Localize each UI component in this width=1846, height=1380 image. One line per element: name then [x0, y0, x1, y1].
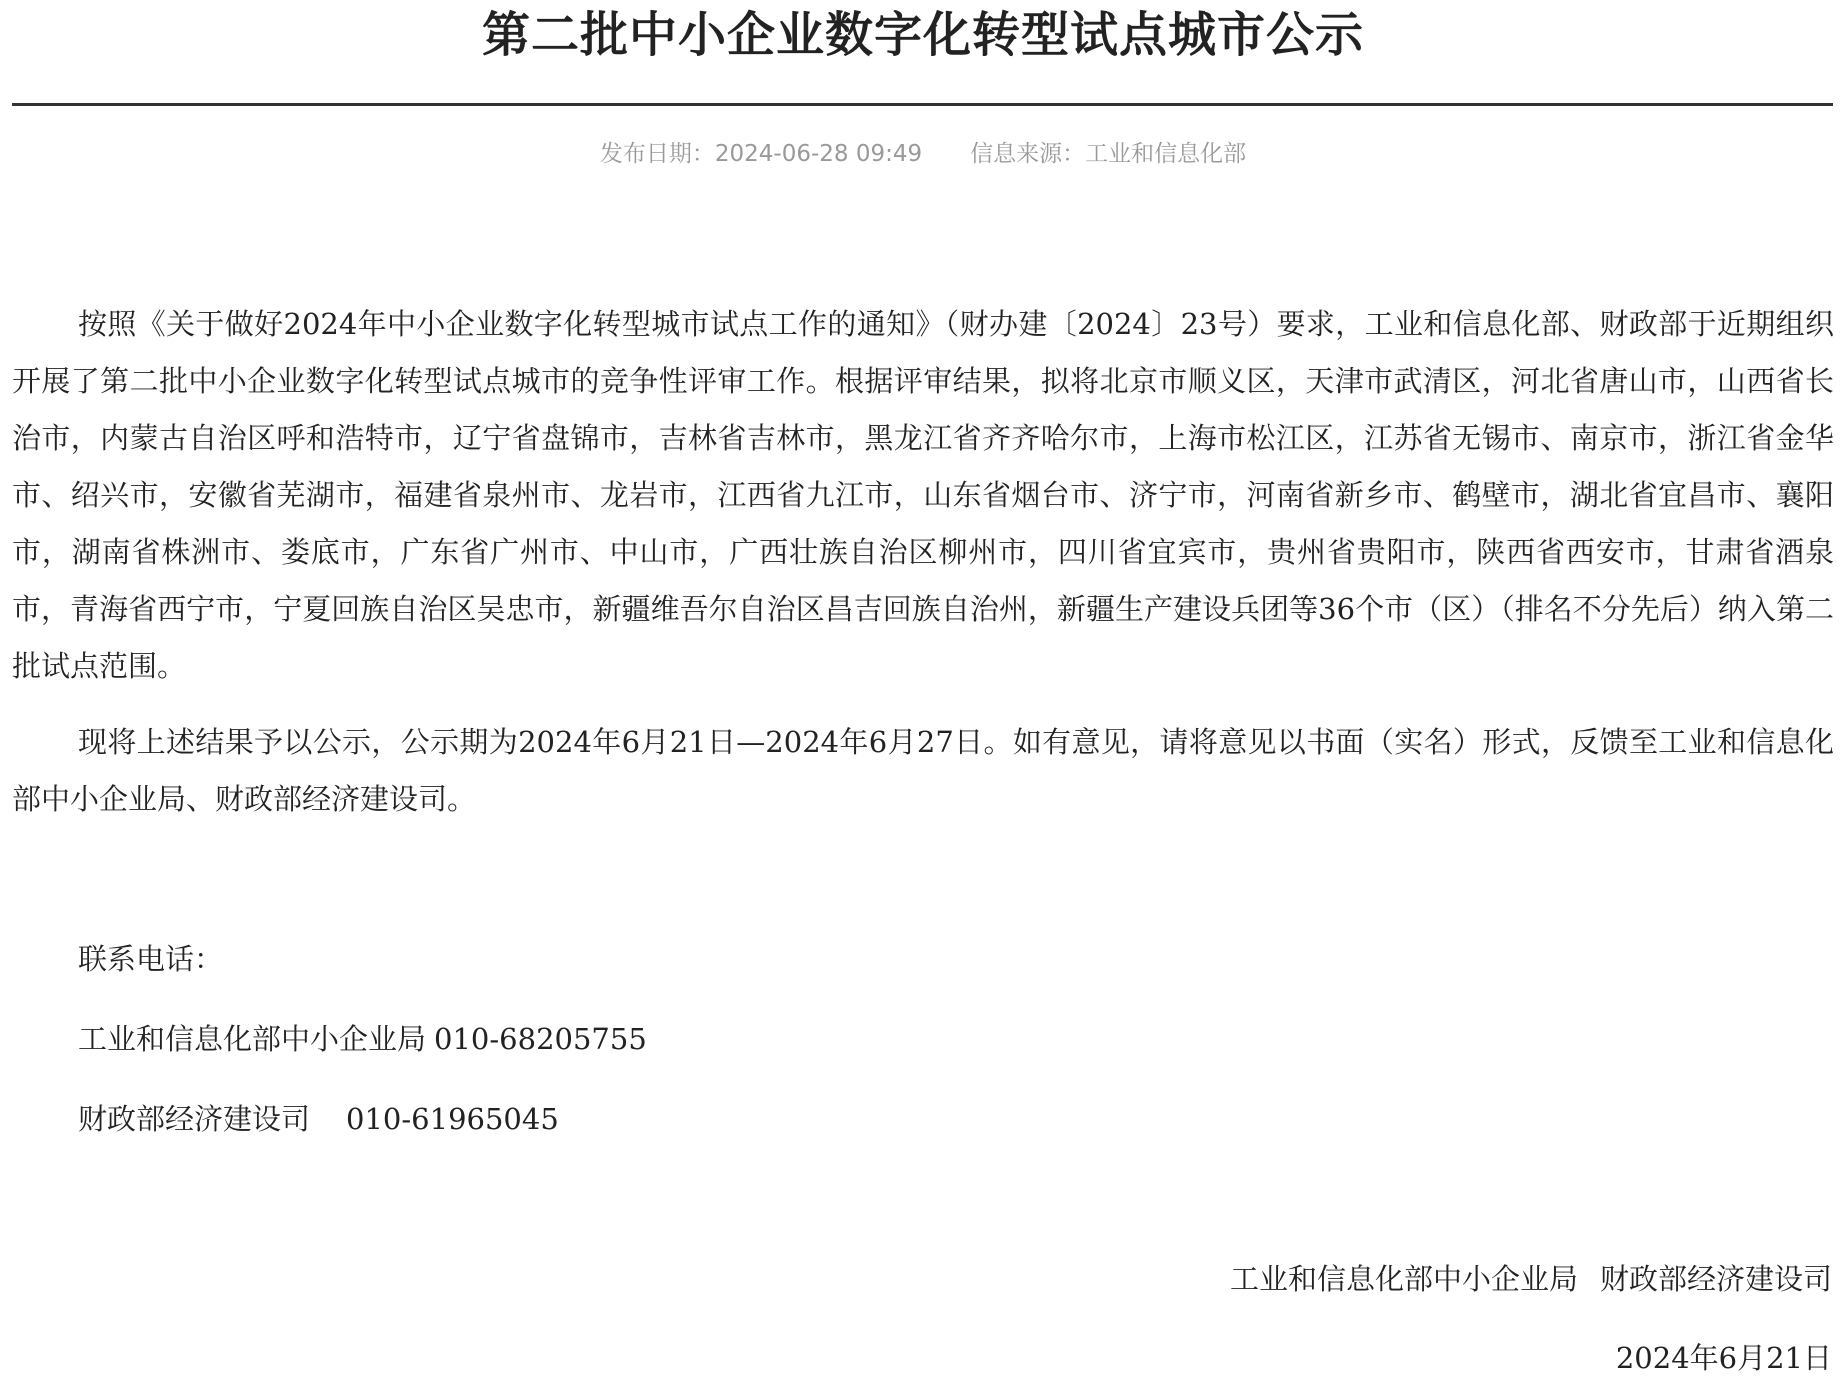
info-source: 信息来源：工业和信息化部 — [970, 141, 1247, 167]
contact-row — [78, 1017, 647, 1061]
body-paragraph-1: 按照《关于做好2024年中小企业数字化转型城市试点工作的通知》（财办建〔2024〕23号）要求，工业和信息化部、财政部于近期组织开展了第二批中小企业数字化转型试点城市的竞争性评审工作。根据评审结果，拟将北京市顺义区，天津市武清区，河北省唐山市，山西省长治市，内蒙古自治区呼和浩特市，辽宁省盘锦市，吉林省吉林市，黑龙江省齐齐哈尔市，上海市松江区，江苏省无锡市、南京市，浙江省金华市、绍兴市，安徽省芜湖市，福建省泉州市、龙岩市，江西省九江市，山东省烟台市、济宁市，河南省新乡市、鹤壁市，湖北省宜昌市、襄阳市，湖南省株洲市、娄底市，广东省广州市、中山市，广西壮族自治区柳州市，四川省宜宾市，贵州省贵阳市，陕西省西安市，甘肃省酒泉市，青海省西宁市，宁夏回族自治区吴忠市，新疆维吾尔自治区昌吉回族自治州，新疆生产建设兵团等36个市（区）（排名不分先后）纳入第二批试点范围。 — [12, 307, 1834, 683]
signature-organizations — [1230, 1257, 1832, 1301]
page-title: 第二批中小企业数字化转型试点城市公示 — [481, 7, 1364, 63]
signature-org-2: 财政部经济建设司 — [1599, 1262, 1832, 1296]
contact-label: 联系电话： — [78, 942, 224, 976]
signature-date: 2024年6月21日 — [1615, 1341, 1832, 1375]
publish-date: 发布日期：2024-06-28 09:49 — [599, 141, 923, 167]
body-paragraph-2: 现将上述结果予以公示，公示期为2024年6月21日—2024年6月27日。如有意见，请将意见以书面（实名）形式，反馈至工业和信息化部中小企业局、财政部经济建设司。 — [12, 725, 1834, 816]
contact-phone: 010-61965045 — [346, 1102, 559, 1136]
contact-phone: 010-68205755 — [434, 1022, 647, 1056]
signature-org-1: 工业和信息化部中小企业局 — [1229, 1262, 1578, 1296]
article-meta — [0, 138, 1846, 170]
contact-org: 工业和信息化部中小企业局 — [78, 1022, 427, 1056]
contact-org: 财政部经济建设司 — [78, 1102, 311, 1136]
title-divider — [12, 103, 1833, 106]
contact-row — [78, 1097, 559, 1141]
